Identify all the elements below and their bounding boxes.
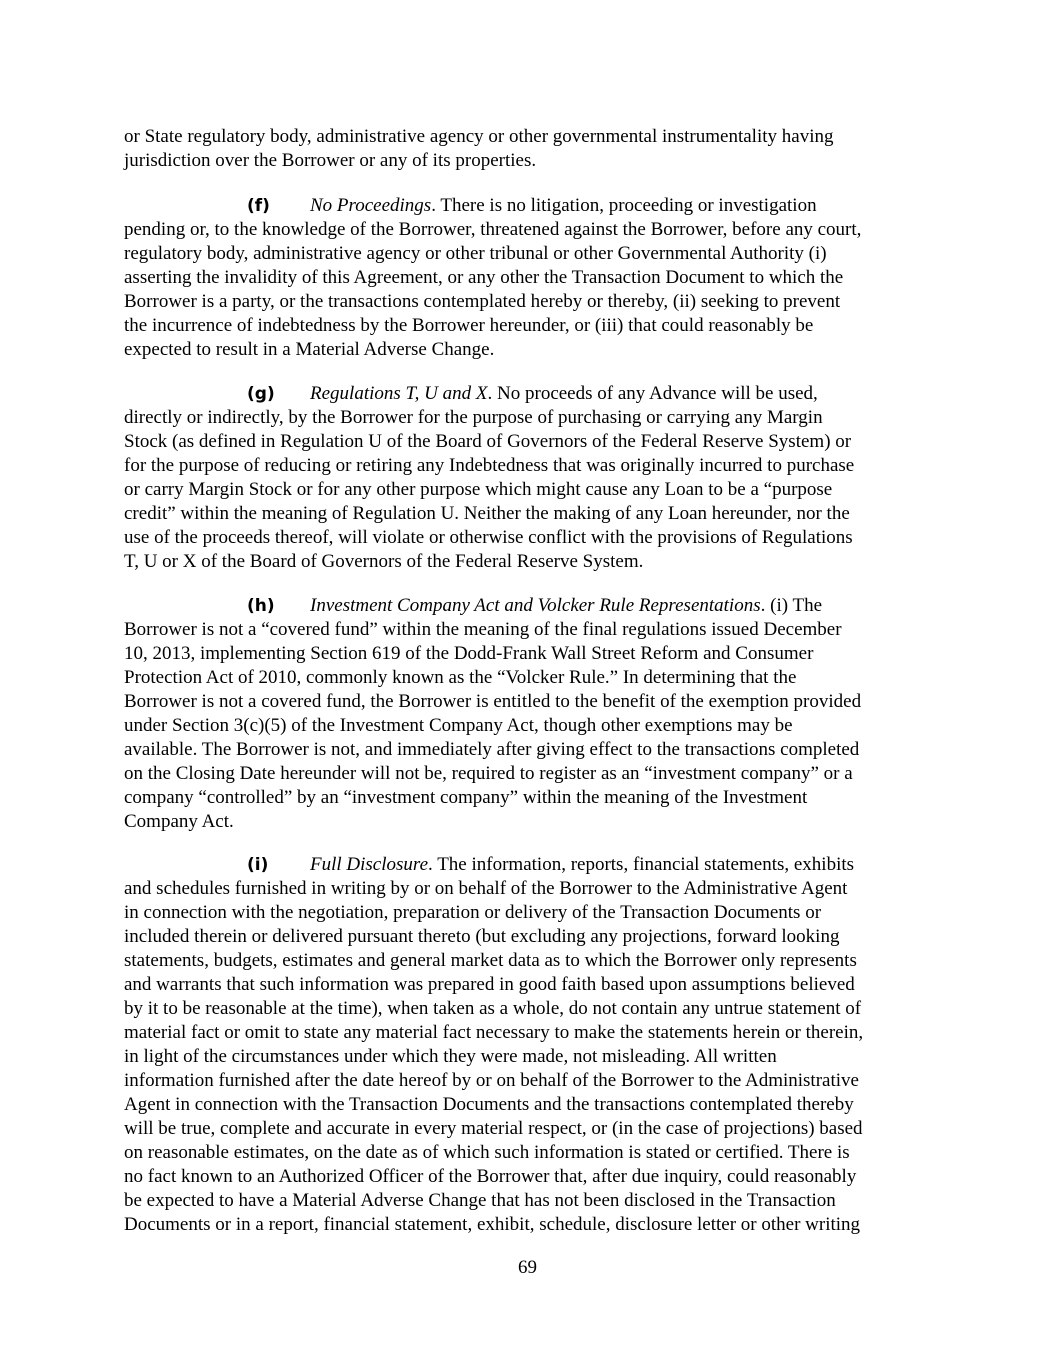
section-i-line: information furnished after the date hereof by or on behalf of the Borrower to the Administrative	[124, 1070, 859, 1091]
section-f-line: Borrower is a party, or the transactions contemplated hereby or thereby, (ii) seeking to prevent	[124, 291, 841, 312]
section-i-line: in light of the circumstances under which they were made, not misleading. All written	[124, 1046, 777, 1067]
section-h-line: 10, 2013, implementing Section 619 of the Dodd-Frank Wall Street Reform and Consumer	[124, 643, 814, 664]
section-h-line: on the Closing Date hereunder will not be, required to register as an “investment company” or a	[124, 763, 853, 784]
section-h-line: company “controlled” by an “investment company” within the meaning of the Investment	[124, 787, 808, 808]
section-h-line: available. The Borrower is not, and immediately after giving effect to the transactions completed	[124, 739, 860, 760]
section-i-heading	[247, 853, 854, 877]
section-first-line: . The information, reports, financial statements, exhibits	[428, 854, 855, 875]
section-f-line: the incurrence of indebtedness by the Borrower hereunder, or (iii) that could reasonably be	[124, 315, 814, 336]
section-i-line: will be true, complete and accurate in every material respect, or (in the case of projections) based	[124, 1118, 863, 1139]
section-i-line: in connection with the negotiation, preparation or delivery of the Transaction Documents or	[124, 902, 822, 923]
section-f-heading	[247, 194, 817, 218]
section-h-line: Protection Act of 2010, commonly known as the “Volcker Rule.” In determining that the	[124, 667, 797, 688]
section-i-line: on reasonable estimates, on the date as of which such information is stated or certified. There is	[124, 1142, 850, 1163]
section-f-line: asserting the invalidity of this Agreement, or any other the Transaction Document to which the	[124, 267, 844, 288]
section-g-line: or carry Margin Stock or for any other purpose which might cause any Loan to be a “purpose	[124, 479, 833, 500]
section-i-line: and warrants that such information was prepared in good faith based upon assumptions believed	[124, 974, 855, 995]
section-f-line: regulatory body, administrative agency or other tribunal or other Governmental Authority (i)	[124, 243, 827, 264]
section-first-line: . (i) The	[760, 595, 823, 616]
section-i-line: be expected to have a Material Adverse Change that has not been disclosed in the Transaction	[124, 1190, 836, 1211]
section-h-line: Borrower is not a “covered fund” within the meaning of the final regulations issued December	[124, 619, 842, 640]
section-g-line: for the purpose of reducing or retiring any Indebtedness that was originally incurred to purchase	[124, 455, 855, 476]
section-title: Full Disclosure	[310, 854, 429, 875]
section-title: Regulations T, U and X	[310, 383, 488, 404]
section-label: (h)	[247, 596, 275, 616]
section-f-line: pending or, to the knowledge of the Borrower, threatened against the Borrower, before any court,	[124, 219, 862, 240]
section-g-line: use of the proceeds thereof, will violate or otherwise conflict with the provisions of Regulations	[124, 527, 853, 548]
section-f-line: expected to result in a Material Adverse Change.	[124, 339, 495, 360]
section-title: No Proceedings	[310, 195, 432, 216]
section-i-line: by it to be reasonable at the time), when taken as a whole, do not contain any untrue statement of	[124, 998, 862, 1019]
section-label: (g)	[247, 384, 275, 404]
section-g-line: T, U or X of the Board of Governors of the Federal Reserve System.	[124, 551, 644, 572]
section-h-line: Borrower is not a covered fund, the Borrower is entitled to the benefit of the exemption provided	[124, 691, 862, 712]
section-g-line: directly or indirectly, by the Borrower for the purpose of purchasing or carrying any Margin	[124, 407, 823, 428]
section-i-line: Agent in connection with the Transaction Documents and the transactions contemplated thereby	[124, 1094, 854, 1115]
intro-line: jurisdiction over the Borrower or any of its properties.	[124, 150, 537, 171]
section-i-line: and schedules furnished in writing by or on behalf of the Borrower to the Administrative Agent	[124, 878, 848, 899]
section-label: (f)	[247, 196, 270, 216]
section-title: Investment Company Act and Volcker Rule Representations	[310, 595, 761, 616]
section-i-line: statements, budgets, estimates and general market data as to which the Borrower only represents	[124, 950, 857, 971]
section-g-heading	[247, 382, 818, 406]
section-h-line: Company Act.	[124, 811, 234, 832]
section-h-line: under Section 3(c)(5) of the Investment Company Act, though other exemptions may be	[124, 715, 793, 736]
section-i-line: no fact known to an Authorized Officer of the Borrower that, after due inquiry, could reasonably	[124, 1166, 857, 1187]
section-h-heading	[247, 594, 822, 618]
section-i-line: Documents or in a report, financial statement, exhibit, schedule, disclosure letter or other writing	[124, 1214, 861, 1235]
intro-line: or State regulatory body, administrative agency or other governmental instrumentality having	[124, 126, 834, 147]
section-first-line: . There is no litigation, proceeding or investigation	[431, 195, 817, 216]
section-i-line: material fact or omit to state any material fact necessary to make the statements herein or therein,	[124, 1022, 864, 1043]
section-g-line: Stock (as defined in Regulation U of the Board of Governors of the Federal Reserve System) or	[124, 431, 852, 452]
section-label: (i)	[247, 855, 269, 875]
section-first-line: . No proceeds of any Advance will be used,	[487, 383, 818, 404]
page-number: 69	[518, 1257, 537, 1278]
section-i-line: included therein or delivered pursuant thereto (but excluding any projections, forward looking	[124, 926, 840, 947]
section-g-line: credit” within the meaning of Regulation U. Neither the making of any Loan hereunder, nor the	[124, 503, 850, 524]
